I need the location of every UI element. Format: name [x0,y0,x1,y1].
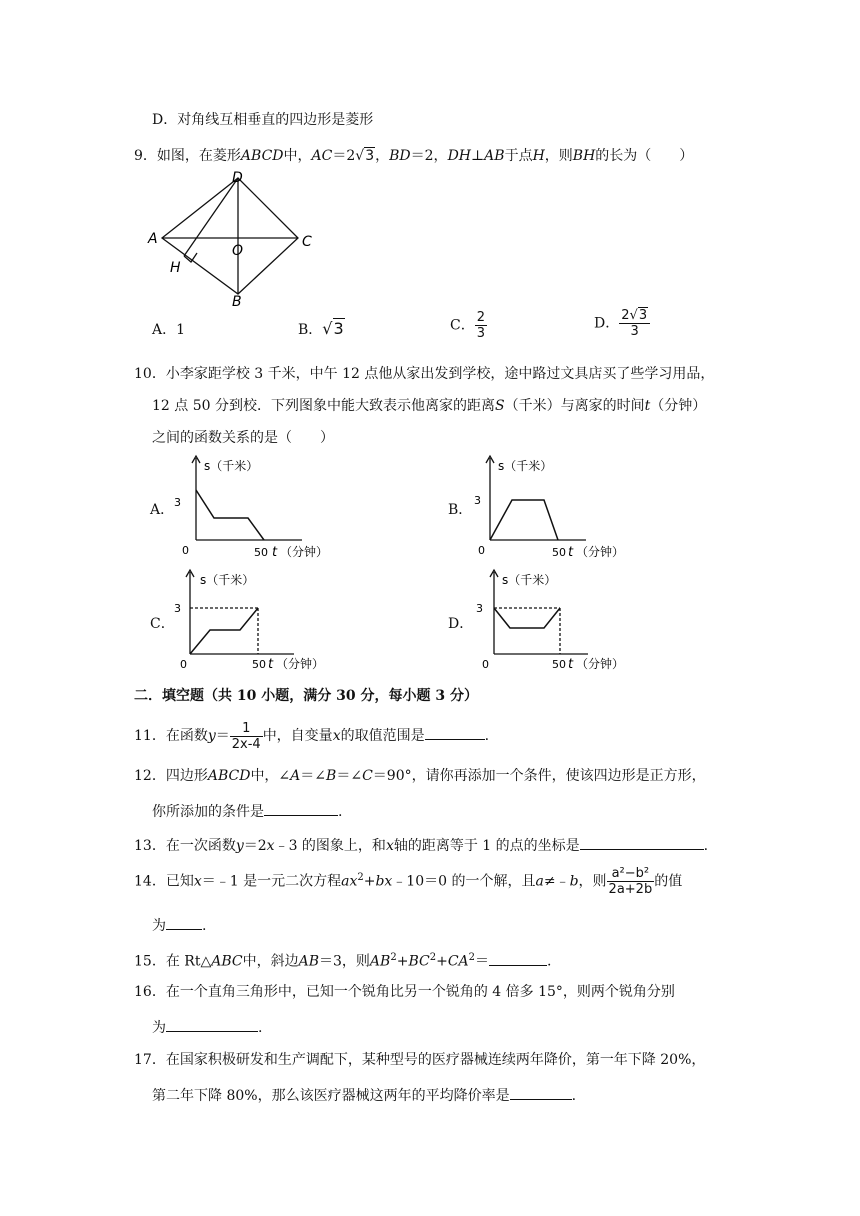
label-a: A [148,231,158,247]
graph-d [470,566,650,674]
q13-answer-blank[interactable] [580,834,704,850]
origin-label: 0 [482,658,489,671]
x-tick-50: 50 [252,658,266,671]
segment-dh [184,178,238,256]
x-axis-unit: （分钟） [276,657,325,671]
q17-line-1: 17．在国家积极研发和生产调配下，某种型号的医疗器械连续两年降价，第一年下降 20%， [134,1052,706,1068]
q11: 11．在函数y＝ $\frac{1}{2x-4}$ 中，自变量x的取值范围是 . [134,720,490,752]
y-tick-3: 3 [476,602,483,615]
x-axis-label-t: t [568,657,574,672]
origin-label: 0 [180,658,187,671]
origin-label: 0 [182,544,189,557]
q12-line-2: 你所添加的条件是 . [152,800,342,822]
section-2-heading: 二．填空题（共 10 小题，满分 30 分，每小题 3 分） [134,688,478,704]
y-axis-label: s（千米） [498,459,553,473]
q10-option-a-label: A． [150,502,175,518]
x-axis-label-t: t [568,545,574,560]
x-axis-unit: （分钟） [576,657,625,671]
q17-answer-blank[interactable] [510,1084,572,1100]
x-axis-label-t: t [272,545,278,560]
q12-line-1: 12．四边形ABCD中，∠A＝∠B＝∠C＝90°，请你再添加一个条件，使该四边形是正方形， [134,768,706,784]
q10-option-d-label: D． [448,616,474,632]
y-tick-3: 3 [474,494,481,507]
q16-line-1: 16．在一个直角三角形中，已知一个锐角比另一个锐角的 4 倍多 15°，则两个锐角分别 [134,984,675,1000]
graph-c [168,566,348,674]
q8-option-d: D．对角线互相垂直的四边形是菱形 [152,112,374,128]
q11-answer-blank[interactable] [425,724,485,740]
label-b: B [232,294,242,308]
q9-option-b: B．√3 [298,319,344,338]
y-axis-label: s（千米） [502,573,557,587]
label-o: O [232,243,244,259]
q10-line-1: 10．小李家距学校 3 千米，中午 12 点他从家出发到学校，途中路过文具店买了些学习用品， [134,366,715,382]
label-h: H [170,260,181,276]
q15-answer-blank[interactable] [489,950,547,966]
rhombus-figure [140,168,320,308]
graph-d-line [494,608,560,628]
y-axis-label: s（千米） [204,459,259,473]
q12-answer-blank[interactable] [264,800,338,816]
label-c: C [302,234,312,250]
q10-option-c-label: C． [150,616,175,632]
q9-option-d: D． $\frac{2√3}{3}$ [594,308,650,339]
q14-line-1: 14．已知x＝﹣1 是一元二次方程$ax^2+bx﹣10=0$ 的一个解，且a≠﹣b，则 $\frac{\text{a²−b²}}{2a+2b}$ 的值 [134,866,683,898]
origin-label: 0 [478,544,485,557]
graph-a [168,454,348,562]
q10-option-b-label: B． [448,502,473,518]
x-axis-label-t: t [268,657,274,672]
q15: 15．在 Rt△ABC中，斜边AB＝3，则$AB^2+BC^2+CA^2=$ . [134,948,551,972]
y-tick-3: 3 [174,496,181,509]
x-axis-unit: （分钟） [280,545,329,559]
graph-a-line [196,490,264,540]
x-axis-unit: （分钟） [576,545,625,559]
q9-option-c: C． $\frac{2}{3}$ [450,310,485,341]
y-axis-label: s（千米） [200,573,255,587]
x-tick-50: 50 [254,546,268,559]
q10-line-3: 之间的函数关系的是（ ） [152,430,334,446]
x-tick-50: 50 [552,546,566,559]
graph-b-line [490,500,558,540]
graph-b [468,454,648,562]
rhombus-outline [162,178,298,294]
y-tick-3: 3 [174,602,181,615]
q9-option-a: A．1 [152,322,186,338]
graph-c-line [190,608,258,654]
q14-answer-blank[interactable] [166,914,202,930]
q9-stem: 9．如图，在菱形ABCD中，AC＝2√3，BD＝2，DH⊥AB于点H，则BH的长为（ ） [134,148,694,164]
x-tick-50: 50 [552,658,566,671]
q10-line-2: 12 点 50 分到校．下列图象中能大致表示他离家的距离S（千米）与离家的时间t（分钟） [152,398,707,414]
q16-answer-blank[interactable] [166,1016,258,1032]
q14-line-2: 为 . [152,914,206,936]
q17-line-2: 第二年下降 80%，那么该医疗器械这两年的平均降价率是 . [152,1084,576,1106]
q16-line-2: 为 . [152,1016,262,1038]
label-d: D [232,170,243,186]
right-angle-mark [184,253,197,262]
q13: 13．在一次函数y＝2x﹣3 的图象上，和x轴的距离等于 1 的点的坐标是 . [134,834,708,856]
sqrt-symbol: √3 [355,148,375,164]
